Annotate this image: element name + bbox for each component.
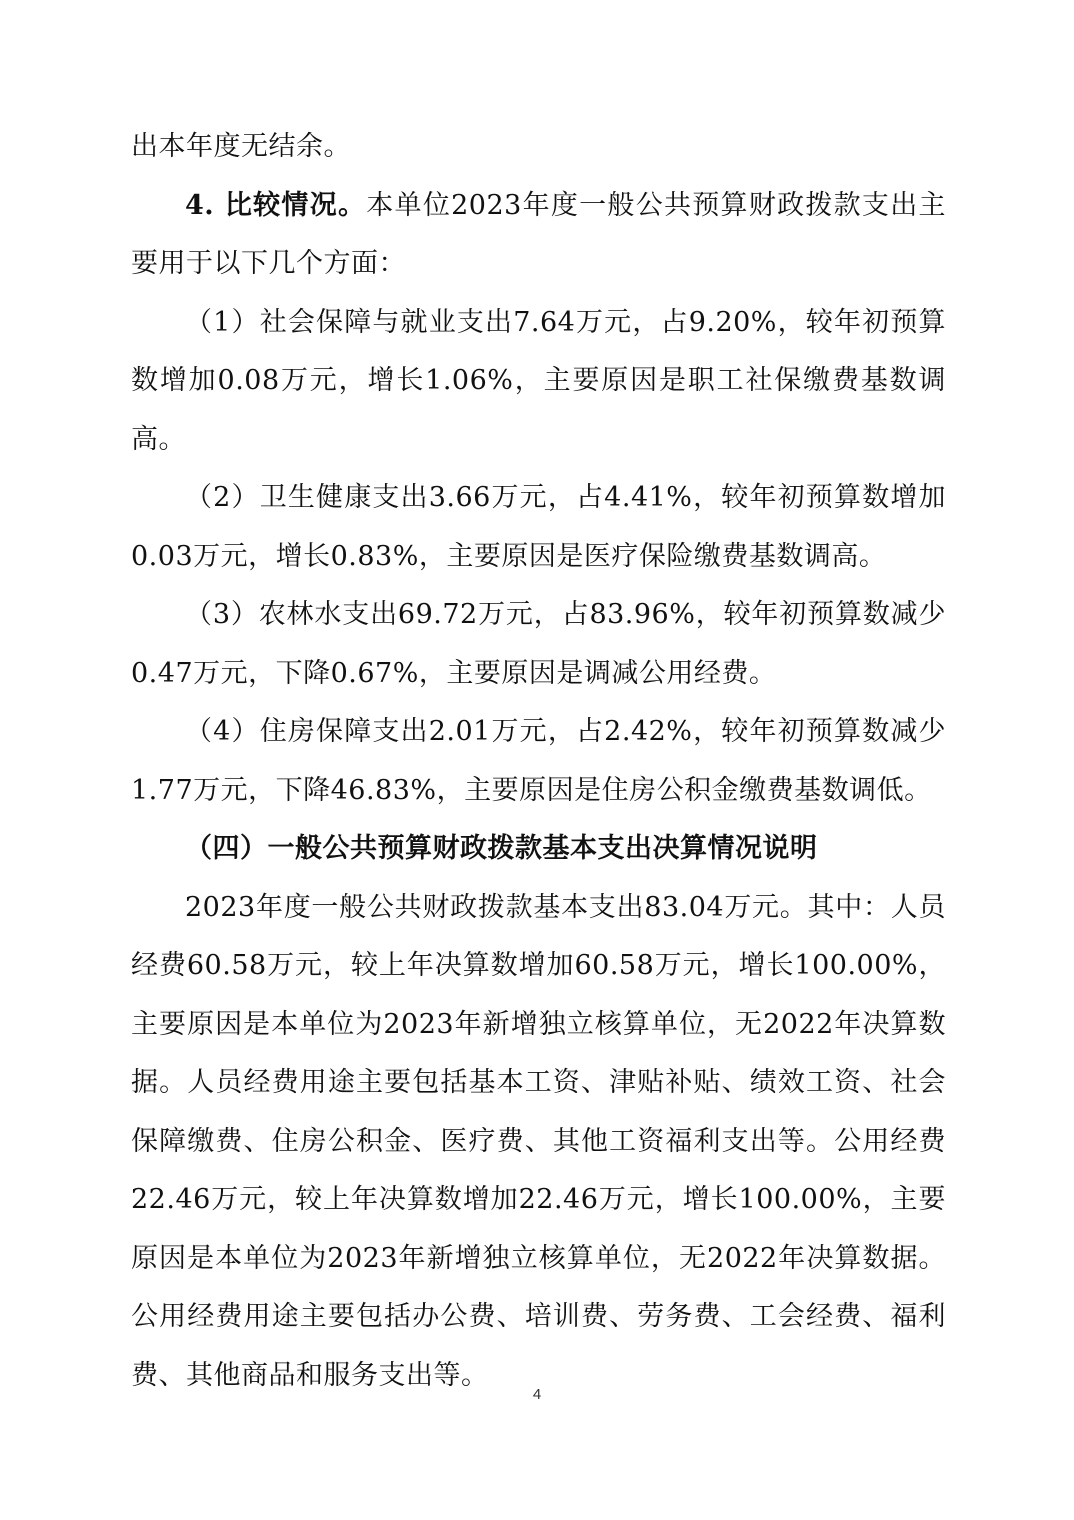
document-body	[131, 118, 946, 1405]
page-number: 4	[532, 1386, 542, 1403]
comparison-intro: 本单位2023年度一般公共预算财政拨款支出主要用于以下几个方面：	[131, 189, 946, 279]
paragraph-item-2: （2）卫生健康支出3.66万元，占4.41%，较年初预算数增加0.03万元，增长0.83%，主要原因是医疗保险缴费基数调高。	[131, 482, 946, 572]
paragraph-continuation: 出本年度无结余。	[131, 131, 351, 162]
paragraph-item-1: （1）社会保障与就业支出7.64万元，占9.20%，较年初预算数增加0.08万元，增长1.06%，主要原因是职工社保缴费基数调高。	[131, 306, 946, 455]
paragraph-item-3: （3）农林水支出69.72万元，占83.96%，较年初预算数减少0.47万元，下降0.67%，主要原因是调减公用经费。	[131, 599, 946, 689]
comparison-label: 4. 比较情况。	[185, 189, 367, 221]
paragraph-basic-expenditure: 2023年度一般公共财政拨款基本支出83.04万元。其中：人员经费60.58万元，较上年决算数增加60.58万元，增长100.00%，主要原因是本单位为2023年新增独立核算单位，无2022年决算数据。人员经费用途主要包括基本工资、津贴补贴、绩效工资、社会保障缴费、住房公积金、医疗费、其他工资福利支出等。公用经费22.46万元，较上年决算数增加22.46万元，增长100.00%，主要原因是本单位为2023年新增独立核算单位，无2022年决算数据。公用经费用途主要包括办公费、培训费、劳务费、工会经费、福利费、其他商品和服务支出等。	[131, 891, 946, 1391]
paragraph-comparison	[131, 177, 946, 294]
paragraph-item-4: （4）住房保障支出2.01万元，占2.42%，较年初预算数减少1.77万元，下降46.83%，主要原因是住房公积金缴费基数调低。	[131, 716, 946, 806]
section-heading: （四）一般公共预算财政拨款基本支出决算情况说明	[185, 833, 818, 864]
